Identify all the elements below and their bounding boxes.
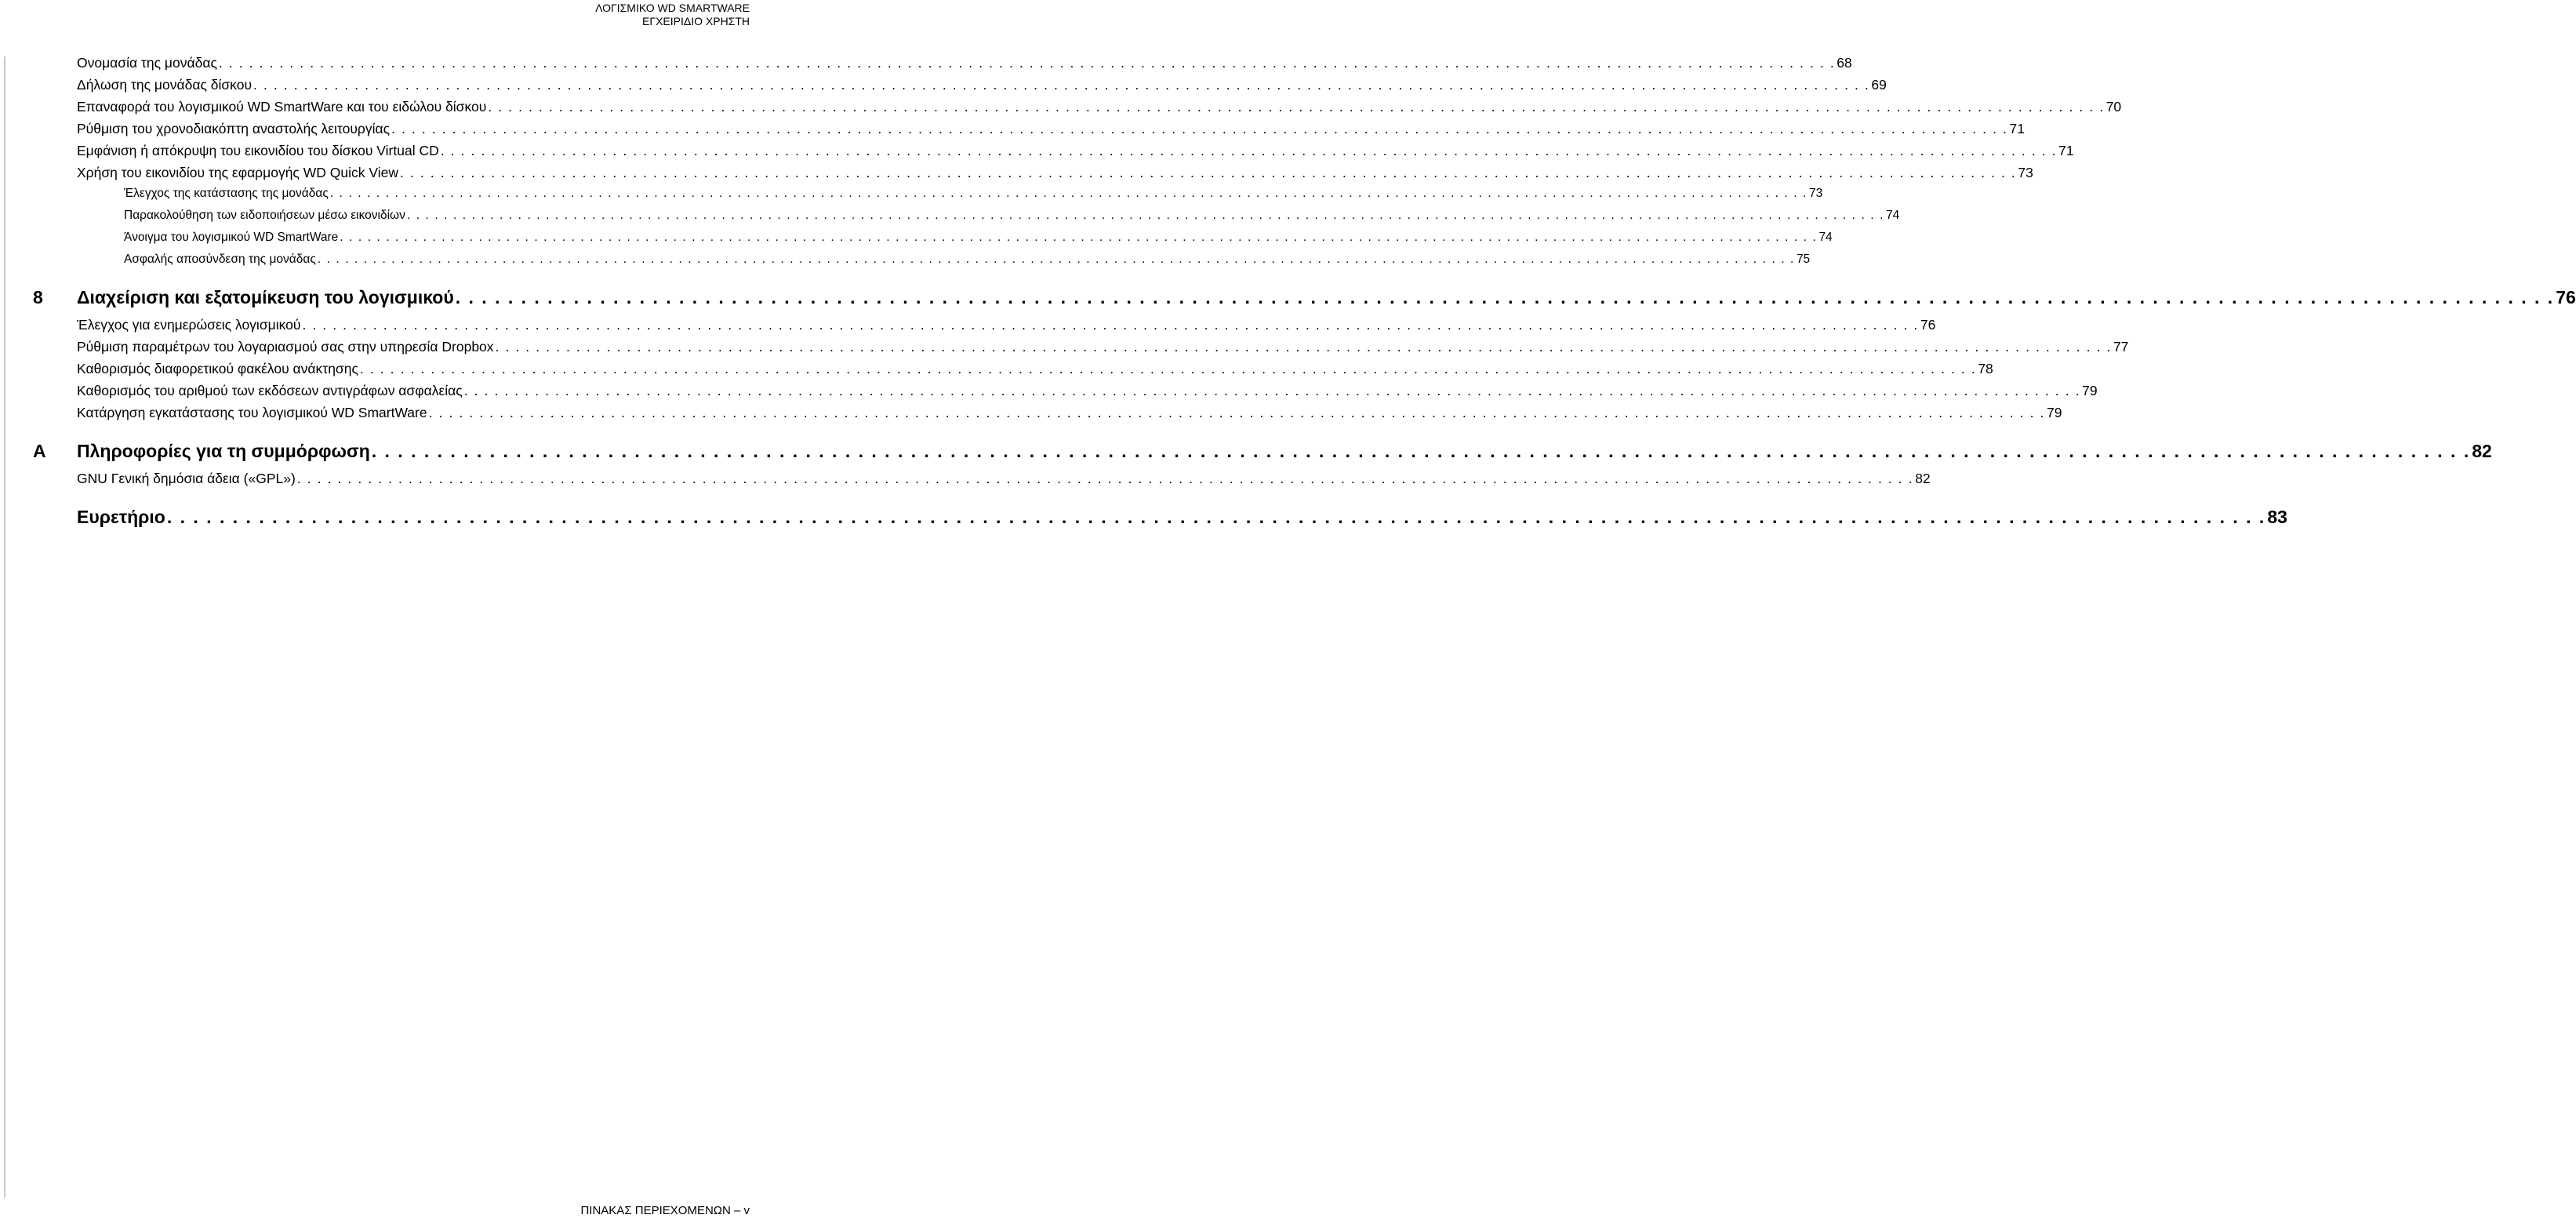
dot-leader: . . . . . . . . . . . . . . . . . . . . . . . . . . . . . . . . . . . . . . . . . . . . . . . . . . . . . . . . . . . . . . . . . . . . . . . . . . . . . . . . . . . . . . . . . . . . . . . . . . . . . . . . . . . . . . . . . . . . . . . . . . . . . . . . . . . . . . . . . . . . . . . . . . . . . . . . . . . . . . . . (359, 361, 1977, 376)
toc-entry[interactable] (33, 287, 2576, 308)
dot-leader: . . . . . . . . . . . . . . . . . . . . . . . . . . . . . . . . . . . . . . . . . . . . . . . . . . . . . . . . . . . . . . . . . . . . . . . . . . . . . . . . . . . . . . . . . . . . . . . . . . . . . . . . . . . . . . . . . . . . . . . . . . . . . . . . . . . . . . . . . . . . . . . . . . . . . . . . . . . . . . . . (317, 253, 1795, 266)
dot-leader: . . . . . . . . . . . . . . . . . . . . . . . . . . . . . . . . . . . . . . . . . . . . . . . . . . . . . . . . . . . . . . . . . . . . . . . . . . . . . . . . . . . . . . . . . . . . . . . . . . . . . . . . . . . . . . . . . . . . . . . . . . . . . . . . . . . . . . . . . . . . . . . . . . . . . . . . . . . . . . . . (488, 99, 2105, 115)
toc-entry-title: Ευρετήριο (77, 507, 165, 527)
toc-entry[interactable] (77, 405, 2062, 421)
running-header (595, 2, 750, 28)
toc-entry-title: Κατάργηση εγκατάστασης του λογισμικού WD SmartWare (77, 405, 427, 420)
dot-leader: . . . . . . . . . . . . . . . . . . . . . . . . . . . . . . . . . . . . . . . . . . . . . . . . . . . . . . . . . . . . . . . . . . . . . . . . . . . . . . . . . . . . . . . . . . . . . . . . . . . . . . . . . . . . . . . . . . . . . . . . . . . . . . . . . . . . . . . . . . . . . . . . . . . . . . . . . . . . . . . . (428, 405, 2046, 420)
chapter-number: 8 (33, 287, 43, 307)
header-product: ΛΟΓΙΣΜΙΚΟ WD SMARTWARE (595, 2, 750, 14)
toc-entry-page: 76 (2556, 287, 2576, 307)
dot-leader: . . . . . . . . . . . . . . . . . . . . . . . . . . . . . . . . . . . . . . . . . . . . . . . . . . . . . . . . . . . . . . . . . . . . . . . . . . . . . . . . . . . . . . . . . . . . . . . . . . . . . . . . . . . . . . . . . . . . . . . . . . . . . . . . . . . . . . . . . . . . . . . . . . . . . . . . . . . . . . . . (218, 55, 1836, 71)
toc-entry-title: Δήλωση της μονάδας δίσκου (77, 77, 253, 93)
left-margin-rule (4, 56, 5, 1198)
toc-entry-title: Ασφαλής αποσύνδεση της μονάδας (124, 253, 316, 266)
dot-leader: . . . . . . . . . . . . . . . . . . . . . . . . . . . . . . . . . . . . . . . . . . . . . . . . . . . . . . . . . . . . . . . . . . . . . . . . . . . . . . . . . . . . . . . . . . . . . . . . . . . . . . . . . . . . . . . . . . . . . . . . . . . . . . . . . . . . . . . . . . . . . . . . . . . . . . . . . . . . . . . . (166, 507, 2266, 527)
dot-leader: . . . . . . . . . . . . . . . . . . . . . . . . . . . . . . . . . . . . . . . . . . . . . . . . . . . . . . . . . . . . . . . . . . . . . . . . . . . . . . . . . . . . . . . . . . . . . . . . . . . . . . . . . . . . . . . . . . . . . . . . . . . . . . . . . . . . . . . . . . . . . . . . . . . . . . . . . . . . . . . . (399, 165, 2017, 180)
toc-entry-title: Έλεγχος της κατάστασης της μονάδας (124, 187, 329, 200)
toc-entry-page: 71 (2058, 143, 2074, 158)
toc-entry[interactable] (124, 231, 1833, 245)
toc-entry-page: 73 (1808, 187, 1823, 200)
toc-entry-page: 70 (2105, 99, 2122, 115)
toc-entry[interactable] (77, 143, 2074, 159)
toc-entry-page: 73 (2018, 165, 2033, 180)
dot-leader: . . . . . . . . . . . . . . . . . . . . . . . . . . . . . . . . . . . . . . . . . . . . . . . . . . . . . . . . . . . . . . . . . . . . . . . . . . . . . . . . . . . . . . . . . . . . . . . . . . . . . . . . . . . . . . . . . . . . . . . . . . . . . . . . . . . . . . . . . . . . . . . . . . . . . . . . . . . . . . . . (463, 383, 2081, 398)
toc-entry[interactable] (77, 317, 1936, 333)
dot-leader: . . . . . . . . . . . . . . . . . . . . . . . . . . . . . . . . . . . . . . . . . . . . . . . . . . . . . . . . . . . . . . . . . . . . . . . . . . . . . . . . . . . . . . . . . . . . . . . . . . . . . . . . . . . . . . . . . . . . . . . . . . . . . . . . . . . . . . . . . . . . . . . . . . . . . . . . . . . . . . . . (391, 121, 2008, 136)
toc-entry[interactable] (77, 471, 1931, 487)
chapter-number: A (33, 441, 46, 461)
toc-entry-title: Ρύθμιση του χρονοδιακόπτη αναστολής λειτουργίας (77, 121, 391, 136)
running-footer: ΠΙΝΑΚΑΣ ΠΕΡΙΕΧΟΜΕΝΩΝ – v (580, 1204, 750, 1217)
toc-entry[interactable] (77, 339, 2129, 355)
dot-leader: . . . . . . . . . . . . . . . . . . . . . . . . . . . . . . . . . . . . . . . . . . . . . . . . . . . . . . . . . . . . . . . . . . . . . . . . . . . . . . . . . . . . . . . . . . . . . . . . . . . . . . . . . . . . . . . . . . . . . . . . . . . . . . . . . . . . . . . . . . . . . . . . . . . . . . . . . . . . . . . . (455, 287, 2555, 307)
toc-entry[interactable] (77, 165, 2033, 181)
toc-entry[interactable] (124, 253, 1811, 267)
toc-entry-page: 69 (1871, 77, 1887, 93)
toc-entry-title: Ονομασία της μονάδας (77, 55, 217, 71)
toc-entry-page: 83 (2267, 507, 2287, 527)
toc-entry[interactable] (124, 209, 1900, 223)
toc-entry[interactable] (77, 383, 2098, 399)
toc-entry-title: Καθορισμός του αριθμού των εκδόσεων αντιγράφων ασφαλείας (77, 383, 463, 398)
dot-leader: . . . . . . . . . . . . . . . . . . . . . . . . . . . . . . . . . . . . . . . . . . . . . . . . . . . . . . . . . . . . . . . . . . . . . . . . . . . . . . . . . . . . . . . . . . . . . . . . . . . . . . . . . . . . . . . . . . . . . . . . . . . . . . . . . . . . . . . . . . . . . . . . . . . . . . . . . . . . . . . . (340, 231, 1818, 244)
toc-entry-page: 77 (2113, 339, 2129, 355)
header-manual: ΕΓΧΕΙΡΙΔΙΟ ΧΡΗΣΤΗ (642, 15, 750, 27)
toc-entry-title: Έλεγχος για ενημερώσεις λογισμικού (77, 317, 301, 333)
toc-entry[interactable] (33, 441, 2492, 462)
dot-leader: . . . . . . . . . . . . . . . . . . . . . . . . . . . . . . . . . . . . . . . . . . . . . . . . . . . . . . . . . . . . . . . . . . . . . . . . . . . . . . . . . . . . . . . . . . . . . . . . . . . . . . . . . . . . . . . . . . . . . . . . . . . . . . . . . . . . . . . . . . . . . . . . . . . . . . . . . . . . . . . . (329, 187, 1808, 200)
toc-entry-title: Ρύθμιση παραμέτρων του λογαριασμού σας στην υπηρεσία Dropbox (77, 339, 494, 355)
toc-entry-page: 68 (1837, 55, 1852, 71)
toc-entry-page: 82 (2472, 441, 2492, 461)
toc-entry-page: 82 (1915, 471, 1931, 486)
dot-leader: . . . . . . . . . . . . . . . . . . . . . . . . . . . . . . . . . . . . . . . . . . . . . . . . . . . . . . . . . . . . . . . . . . . . . . . . . . . . . . . . . . . . . . . . . . . . . . . . . . . . . . . . . . . . . . . . . . . . . . . . . . . . . . . . . . . . . . . . . . . . . . . . . . . . . . . . . . . . . . . . (296, 471, 1914, 486)
toc-entry-page: 79 (2082, 383, 2098, 398)
dot-leader: . . . . . . . . . . . . . . . . . . . . . . . . . . . . . . . . . . . . . . . . . . . . . . . . . . . . . . . . . . . . . . . . . . . . . . . . . . . . . . . . . . . . . . . . . . . . . . . . . . . . . . . . . . . . . . . . . . . . . . . . . . . . . . . . . . . . . . . . . . . . . . . . . . . . . . . . . . . . . . . . (302, 317, 1919, 333)
toc-entry-title: Παρακολούθηση των ειδοποιήσεων μέσω εικονιδίων (124, 209, 405, 222)
toc-entry-page: 75 (1796, 253, 1811, 266)
toc-entry-title: Εμφάνιση ή απόκρυψη του εικονιδίου του δίσκου Virtual CD (77, 143, 439, 158)
dot-leader: . . . . . . . . . . . . . . . . . . . . . . . . . . . . . . . . . . . . . . . . . . . . . . . . . . . . . . . . . . . . . . . . . . . . . . . . . . . . . . . . . . . . . . . . . . . . . . . . . . . . . . . . . . . . . . . . . . . . . . . . . . . . . . . . . . . . . . . . . . . . . . . . . . . . . . . . . . . . . . . . (371, 441, 2471, 461)
toc-entry[interactable] (77, 507, 2287, 528)
toc-entry-title: Διαχείριση και εξατομίκευση του λογισμικού (77, 287, 454, 307)
toc-entry-page: 71 (2009, 121, 2025, 136)
toc-entry[interactable] (77, 77, 1887, 93)
toc-entry-title: Πληροφορίες για τη συμμόρφωση (77, 441, 370, 461)
toc-entry-page: 74 (1818, 231, 1833, 244)
dot-leader: . . . . . . . . . . . . . . . . . . . . . . . . . . . . . . . . . . . . . . . . . . . . . . . . . . . . . . . . . . . . . . . . . . . . . . . . . . . . . . . . . . . . . . . . . . . . . . . . . . . . . . . . . . . . . . . . . . . . . . . . . . . . . . . . . . . . . . . . . . . . . . . . . . . . . . . . . . . . . . . . (440, 143, 2058, 158)
dot-leader: . . . . . . . . . . . . . . . . . . . . . . . . . . . . . . . . . . . . . . . . . . . . . . . . . . . . . . . . . . . . . . . . . . . . . . . . . . . . . . . . . . . . . . . . . . . . . . . . . . . . . . . . . . . . . . . . . . . . . . . . . . . . . . . . . . . . . . . . . . . . . . . . . . . . . . . . . . . . . . . . (495, 339, 2112, 355)
toc-entry-title: Άνοιγμα του λογισμικού WD SmartWare (124, 231, 339, 244)
toc-entry[interactable] (77, 55, 1852, 71)
toc-entry-title: Χρήση του εικονιδίου της εφαρμογής WD Quick View (77, 165, 398, 180)
toc-entry[interactable] (77, 361, 1993, 377)
toc-entry-title: GNU Γενική δημόσια άδεια («GPL») (77, 471, 296, 486)
toc-entry-page: 74 (1886, 209, 1900, 222)
toc-entry-title: Καθορισμός διαφορετικού φακέλου ανάκτησης (77, 361, 358, 376)
toc-entry[interactable] (77, 121, 2025, 137)
toc-entry[interactable] (77, 99, 2122, 115)
dot-leader: . . . . . . . . . . . . . . . . . . . . . . . . . . . . . . . . . . . . . . . . . . . . . . . . . . . . . . . . . . . . . . . . . . . . . . . . . . . . . . . . . . . . . . . . . . . . . . . . . . . . . . . . . . . . . . . . . . . . . . . . . . . . . . . . . . . . . . . . . . . . . . . . . . . . . . . . . . . . . . . . (406, 209, 1885, 222)
toc-entry-page: 76 (1920, 317, 1936, 333)
toc-entry-title: Επαναφορά του λογισμικού WD SmartWare και του ειδώλου δίσκου (77, 99, 487, 115)
toc-entry-page: 78 (1978, 361, 1993, 376)
dot-leader: . . . . . . . . . . . . . . . . . . . . . . . . . . . . . . . . . . . . . . . . . . . . . . . . . . . . . . . . . . . . . . . . . . . . . . . . . . . . . . . . . . . . . . . . . . . . . . . . . . . . . . . . . . . . . . . . . . . . . . . . . . . . . . . . . . . . . . . . . . . . . . . . . . . . . . . . . . . . . . . . (253, 77, 1870, 93)
toc-entry[interactable] (124, 187, 1823, 201)
toc-entry-page: 79 (2047, 405, 2062, 420)
